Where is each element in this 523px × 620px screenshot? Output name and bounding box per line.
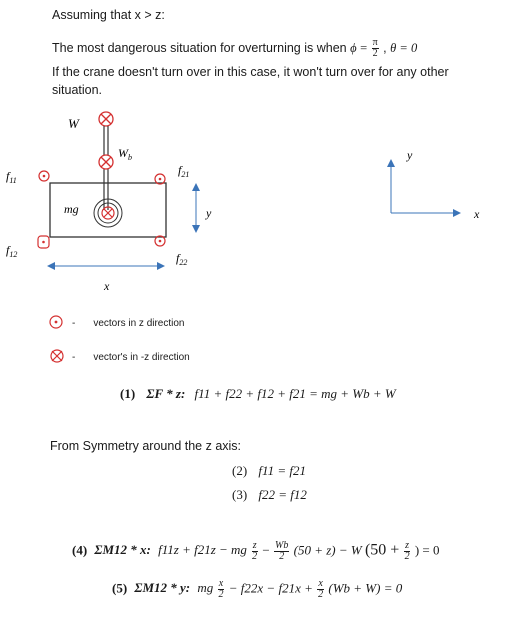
f12-out-of-page-icon (38, 236, 49, 248)
eq5-mid: − f22x − f21x + (228, 580, 313, 596)
eq4-frac1-den: 2 (252, 551, 258, 562)
eq4-frac2-den: 2 (279, 551, 285, 562)
f11-label: $f_{11}$ (6, 169, 17, 185)
equals-sign: = (360, 40, 368, 55)
eq5-end: (Wb + W) = 0 (328, 580, 403, 596)
eq2-body: f11 = f21 (258, 463, 306, 478)
pi-over-two (372, 38, 379, 59)
y-dimension-label: y (206, 206, 212, 220)
legend-out-of-page-text: vectors in z direction (93, 318, 185, 329)
legend-out-of-page (48, 313, 185, 331)
eq4-number: (4) (72, 542, 88, 558)
assumption-text: Assuming that x > z: (52, 8, 165, 22)
load-w-into-page-icon (99, 112, 113, 126)
mg-into-page-icon (94, 199, 122, 227)
eq5-frac-x-over-2-b (317, 579, 324, 600)
conclusion-text-2: situation. (52, 83, 103, 97)
mg-label: mg (64, 202, 79, 216)
equation-2 (232, 463, 306, 479)
danger-line (52, 38, 417, 59)
eq5-frac1-num: x (218, 578, 224, 589)
eq4-frac-wb-over-2 (274, 541, 289, 562)
conclusion-line-1 (52, 65, 449, 79)
eq5-frac2-num: x (318, 578, 323, 589)
eq4-paren-open: (50 + (364, 541, 400, 559)
legend-dash-2: - (72, 352, 76, 363)
eq4-frac1-num: z (252, 540, 257, 551)
symmetry-line (50, 439, 241, 453)
eq5-frac-x-over-2 (218, 579, 225, 600)
equation-1 (120, 386, 396, 402)
legend-into-page-text: vector's in -z direction (93, 352, 190, 363)
equation-3 (232, 487, 307, 503)
f21-label: $f_{21}$ (178, 163, 190, 179)
eq4-frac2-num: Wb (275, 540, 289, 551)
conclusion-line-2 (52, 83, 102, 97)
equation-5 (112, 579, 402, 600)
eq4-frac-z-over-2-b (404, 541, 411, 562)
legend-dash-1: - (72, 318, 76, 329)
eq4-frac3-den: 2 (404, 551, 410, 562)
eq4-end: ) = 0 (414, 542, 440, 558)
danger-text: The most dangerous situation for overturning is when (52, 40, 347, 55)
eq4-label: ΣM12 * x: (94, 542, 151, 558)
eq4-minus: − (262, 542, 270, 558)
eq5-frac2-den: 2 (318, 589, 324, 600)
eq4-frac-z-over-2 (251, 541, 258, 562)
out-of-page-icon (48, 314, 64, 330)
pi-denominator: 2 (372, 48, 378, 59)
f12-label: $f_{12}$ (6, 243, 18, 259)
eq3-number: (3) (232, 487, 248, 502)
eq4-mid: (50 + z) − W (293, 542, 362, 558)
axis-y-label: y (407, 148, 413, 162)
axis-x-label: x (474, 207, 480, 221)
phi-symbol: ϕ (350, 40, 357, 55)
eq3-body: f22 = f12 (258, 487, 307, 502)
into-page-icon (48, 348, 66, 364)
theta-condition: θ = 0 (390, 40, 418, 55)
legend-into-page (48, 347, 190, 365)
eq2-number: (2) (232, 463, 248, 478)
eq5-label: ΣM12 * y: (134, 580, 191, 596)
eq1-label: ΣF * z: (146, 386, 186, 401)
boom-weight-into-page-icon (99, 155, 113, 169)
eq1-number: (1) (120, 386, 136, 401)
pi-numerator: π (372, 37, 378, 48)
eq1-body: f11 + f22 + f12 + f21 = mg + Wb + W (194, 386, 396, 401)
f11-out-of-page-icon (39, 171, 49, 181)
f22-label: $f_{22}$ (176, 251, 188, 267)
equation-4 (72, 541, 439, 562)
eq4-body-start: f11z + f21z − mg (158, 542, 247, 558)
eq5-frac1-den: 2 (218, 589, 224, 600)
symmetry-text: From Symmetry around the z axis: (50, 439, 242, 453)
eq5-number: (5) (112, 580, 128, 596)
comma: , (383, 40, 387, 55)
x-dimension-label: x (104, 279, 110, 293)
eq4-frac3-num: z (405, 540, 410, 551)
eq5-start: mg (197, 580, 214, 596)
boom-weight-label: $W_b$ (118, 146, 132, 162)
assumption-line (52, 8, 165, 22)
weight-w-label: W (68, 116, 79, 131)
conclusion-text-1: If the crane doesn't turn over in this case, it won't turn over for any other (52, 65, 449, 79)
